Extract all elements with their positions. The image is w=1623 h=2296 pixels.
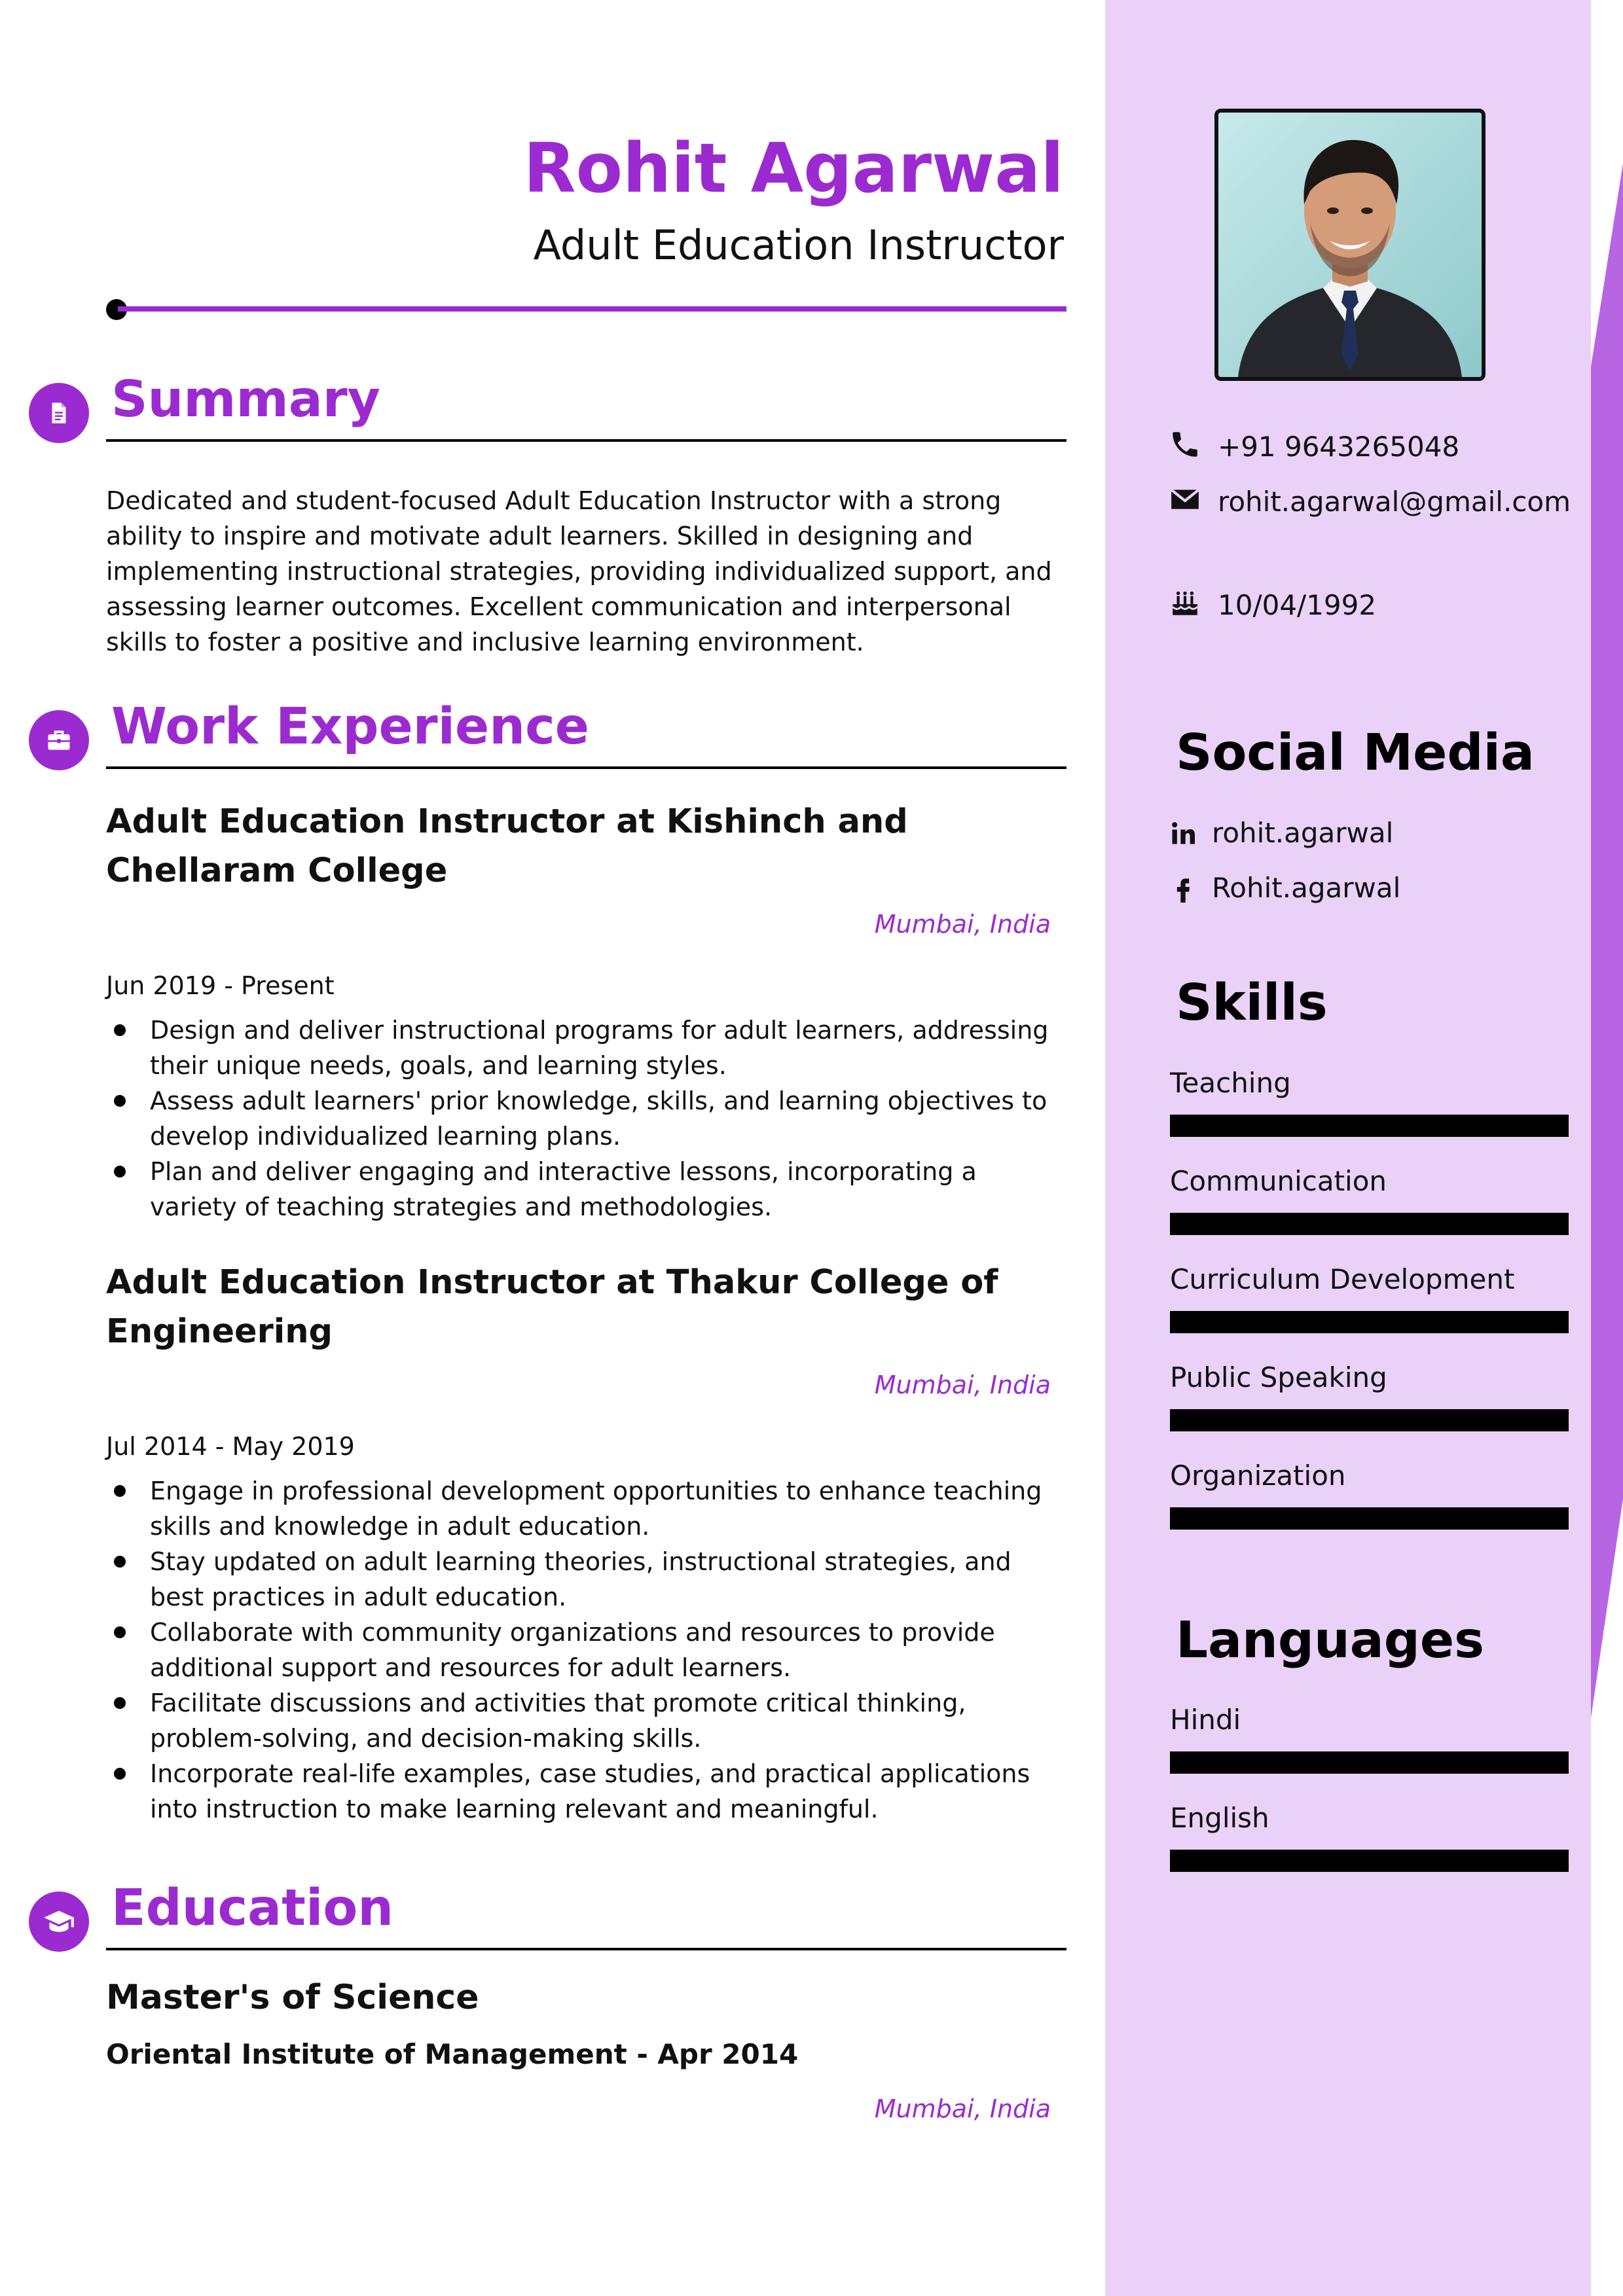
list-item (106, 1154, 1067, 1225)
envelope-icon (1169, 483, 1201, 516)
list-item (106, 1083, 1067, 1154)
social-item-linkedin[interactable] (1169, 817, 1393, 849)
list-item (106, 1544, 1067, 1615)
date-of-birth: 10/04/1992 (1218, 589, 1377, 621)
skill-item (1170, 1162, 1569, 1235)
skill-item (1170, 1358, 1569, 1431)
bullet-dot (114, 1095, 126, 1107)
job-location: Mumbai, India (874, 910, 1051, 939)
birthday-cake-icon (1169, 586, 1201, 619)
summary-heading: Summary (111, 370, 380, 429)
list-item (106, 1756, 1067, 1827)
bullet-dot (114, 1697, 126, 1709)
contact-email (1169, 480, 1584, 524)
list-item (106, 1013, 1067, 1083)
skill-name: Curriculum Development (1170, 1263, 1515, 1295)
sidebar-accent-stripe (1591, 0, 1623, 2296)
job-title: Adult Education Instructor at Thakur College of Engineering (106, 1263, 998, 1351)
title-divider (118, 306, 1067, 312)
social-item-facebook[interactable] (1169, 872, 1400, 904)
linkedin-icon (1169, 819, 1197, 848)
summary-text: Dedicated and student-focused Adult Education Instructor with a strong ability to inspire and motivate adult learners. Skilled in designing and implementing instructional strategies, providing individualized support, and assessing learner outcomes. Excellent communication and interpersonal skills to foster a positive and inclusive learning environment. (106, 486, 1052, 656)
skill-name: Organization (1170, 1460, 1346, 1492)
list-item (106, 1685, 1067, 1756)
phone-number: +91 9643265048 (1218, 431, 1460, 463)
bullet-dot (114, 1626, 126, 1638)
language-name: English (1170, 1802, 1269, 1834)
skill-level-bar (1170, 1115, 1569, 1137)
education-degree: Master's of Science (106, 1978, 479, 2017)
document-icon (45, 399, 73, 427)
profile-photo (1214, 109, 1486, 381)
job-bullet-list (106, 1473, 1067, 1827)
skill-level-bar (1170, 1311, 1569, 1333)
bullet-text: Collaborate with community organizations and resources to provide additional support and resources for adult learners. (150, 1618, 995, 1682)
bullet-text: Stay updated on adult learning theories, instructional strategies, and best practices in adult education. (150, 1547, 1012, 1611)
bullet-dot (114, 1485, 126, 1497)
linkedin-handle: rohit.agarwal (1212, 817, 1394, 849)
language-item (1170, 1799, 1569, 1872)
briefcase-icon (45, 726, 73, 755)
job-dates: Jun 2019 - Present (106, 971, 335, 1000)
bullet-dot (114, 1768, 126, 1780)
social-media-heading: Social Media (1176, 724, 1535, 782)
candidate-name: Rohit Agarwal (523, 128, 1064, 208)
skill-item (1170, 1064, 1569, 1137)
job-location: Mumbai, India (874, 1371, 1051, 1399)
bullet-text: Assess adult learners' prior knowledge, skills, and learning objectives to develop individualized learning plans. (150, 1086, 1048, 1151)
list-item (106, 1615, 1067, 1685)
education-rule (106, 1948, 1067, 1950)
language-item (1170, 1700, 1569, 1774)
summary-section-icon (29, 383, 89, 443)
candidate-job-title: Adult Education Instructor (533, 221, 1064, 269)
experience-rule (106, 766, 1067, 769)
list-item (106, 1473, 1067, 1544)
language-name: Hindi (1170, 1704, 1241, 1736)
education-heading: Education (111, 1879, 394, 1937)
summary-rule (106, 439, 1067, 442)
language-level-bar (1170, 1850, 1569, 1872)
skill-item (1170, 1260, 1569, 1333)
languages-heading: Languages (1176, 1611, 1484, 1670)
experience-section-icon (29, 710, 89, 770)
facebook-handle: Rohit.agarwal (1212, 872, 1401, 904)
bullet-dot (114, 1556, 126, 1568)
phone-icon (1169, 428, 1201, 461)
facebook-icon (1169, 874, 1197, 903)
person-portrait-icon (1218, 113, 1482, 377)
skill-name: Public Speaking (1170, 1361, 1387, 1393)
job-bullet-list (106, 1013, 1067, 1225)
bullet-text: Plan and deliver engaging and interactive lessons, incorporating a variety of teaching strategies and methodologies. (150, 1157, 977, 1221)
job-title: Adult Education Instructor at Kishinch and Chellaram College (106, 802, 908, 890)
skill-level-bar (1170, 1409, 1569, 1431)
email-address[interactable]: rohit.agarwal@gmail.com (1218, 486, 1571, 518)
bullet-dot (114, 1166, 126, 1177)
experience-heading: Work Experience (111, 698, 589, 756)
skill-level-bar (1170, 1507, 1569, 1530)
skill-name: Communication (1170, 1165, 1387, 1197)
education-location: Mumbai, India (874, 2094, 1051, 2123)
bullet-text: Engage in professional development opportunities to enhance teaching skills and knowledge in adult education. (150, 1477, 1042, 1541)
bullet-dot (114, 1024, 126, 1036)
skill-level-bar (1170, 1213, 1569, 1235)
language-level-bar (1170, 1751, 1569, 1774)
graduation-cap-icon (43, 1905, 75, 1938)
job-dates: Jul 2014 - May 2019 (106, 1432, 355, 1461)
skills-heading: Skills (1176, 974, 1328, 1032)
contact-phone (1169, 425, 1584, 469)
skill-name: Teaching (1170, 1067, 1291, 1099)
education-school: Oriental Institute of Management - Apr 2014 (106, 2038, 799, 2070)
education-section-icon (29, 1892, 89, 1952)
bullet-text: Facilitate discussions and activities that promote critical thinking, problem-solving, and decision-making skills. (150, 1689, 966, 1753)
contact-dob (1169, 584, 1584, 627)
skill-item (1170, 1456, 1569, 1530)
bullet-text: Incorporate real-life examples, case studies, and practical applications into instruction to make learning relevant and meaningful. (150, 1759, 1030, 1823)
bullet-text: Design and deliver instructional programs for adult learners, addressing their unique needs, goals, and learning styles. (150, 1016, 1049, 1080)
